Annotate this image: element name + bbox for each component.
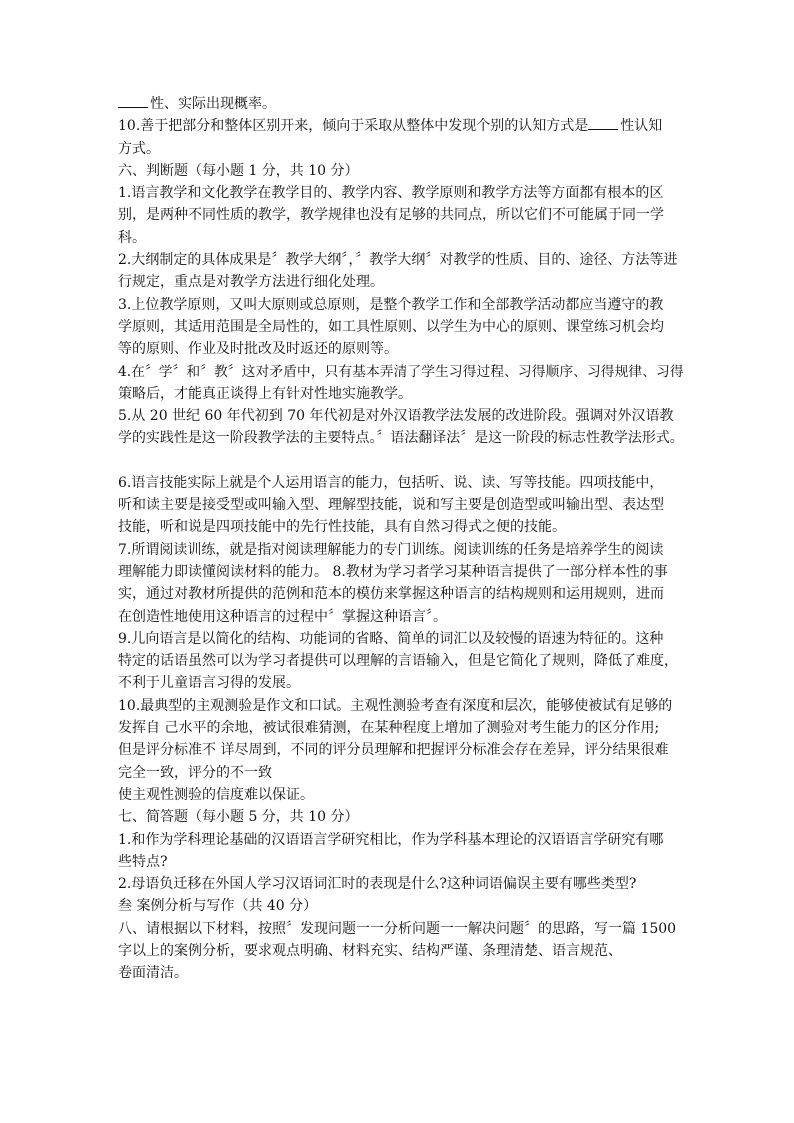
section-heading: 七、简答题（每小题 5 分，共 10 分） xyxy=(118,809,359,826)
text-line: 7.所谓阅读训练，就是指对阅读理解能力的专门训练。阅读训练的任务是培养学生的阅读 xyxy=(118,541,664,558)
text-line: 9.儿向语言是以简化的结构、功能词的省略、简单的词汇以及较慢的语速为特征的。这种 xyxy=(118,630,664,647)
text-line: 发挥自 己水平的余地，被试很难猜测，在某种程度上增加了测验对考生能力的区分作用; xyxy=(118,720,660,737)
section-heading: 叁 案例分析与写作（共 40 分） xyxy=(118,898,318,915)
text-line: 但是评分标准不 详尽周到，不同的评分员理解和把握评分标准会存在差异，评分结果很难 xyxy=(118,742,669,759)
text-line: 字以上的案例分析，要求观点明确、材料充实、结构严谨、条理清楚、语言规范、 xyxy=(118,942,622,959)
text-line: 不利于儿童语言习得的发展。 xyxy=(118,675,300,692)
blank-spacer xyxy=(118,450,684,472)
text-line: 特定的话语虽然可以为学习者提供可以理解的言语输入，但是它简化了规则，降低了难度， xyxy=(118,653,678,670)
text-segment: 性、实际出现概率。 xyxy=(150,96,276,112)
text-line: 1.语言教学和文化教学在教学目的、教学内容、教学原则和教学方法等方面都有根本的区 xyxy=(118,185,664,202)
text-line: 卷面清洁。 xyxy=(118,965,188,982)
text-line: 1.和作为学科理论基础的汉语语言学研究相比，作为学科基本理论的汉语语言学研究有哪 xyxy=(118,831,664,848)
text-line: 八、请根据以下材料，按照〞发现问题一一分析问题一一解决问题〞的思路，写一篇 1500 xyxy=(118,920,677,937)
text-line: 2.大纲制定的具体成果是〞教学大纲〞，〞教学大纲〞对教学的性质、目的、途径、方法等进 xyxy=(118,252,678,269)
text-line: 策略后，才能真正谈得上有针对性地实施教学。 xyxy=(118,385,412,402)
text-line: 学的实践性是这一阶段教学法的主要特点。〞语法翻译法〞是这一阶段的标志性教学法形式。 xyxy=(118,430,684,447)
text-line: 6.语言技能实际上就是个人运用语言的能力，包括听、说、读、写等技能。四项技能中， xyxy=(118,474,664,491)
text-line: 完全一致，评分的不一致 xyxy=(118,764,272,781)
section-heading: 六、判断题（每小题 1 分，共 10 分） xyxy=(118,162,359,179)
text-line: 4.在〞学〞和〞教〞这对矛盾中，只有基本弄清了学生习得过程、习得顺序、习得规律、习得 xyxy=(118,363,684,380)
text-line: 3.上位教学原则，又叫大原则或总原则，是整个教学工作和全部教学活动都应当遵守的教 xyxy=(118,296,664,313)
text-line: 听和读主要是接受型或叫输入型、理解型技能，说和写主要是创造型或叫输出型、表达型 xyxy=(118,497,664,514)
text-line: 技能，听和说是四项技能中的先行性技能，具有自然习得式之便的技能。 xyxy=(118,519,566,536)
text-line: 理解能力即读懂阅读材料的能力。 8.教材为学习者学习某种语言提供了一部分样本性的事 xyxy=(118,563,668,580)
text-line: 方式。 xyxy=(118,140,160,157)
text-line: 实，通过对教材所提供的范例和范本的模仿来掌握这种语言的结构规则和运用规则，进而 xyxy=(118,586,664,603)
text-segment: 性认知 xyxy=(620,118,663,135)
document-body xyxy=(118,93,684,985)
fill-in-blank xyxy=(588,117,618,130)
fill-in-blank xyxy=(118,95,148,108)
text-line: 10.最典型的主观测验是作文和口试。主观性测验考查有深度和层次，能够使被试有足够的 xyxy=(118,697,673,714)
text-segment: 10.善于把部分和整体区别开来，倾向于采取从整体中发现个别的认知方式是 xyxy=(118,118,589,135)
text-line xyxy=(118,115,684,137)
text-line: 在创造性地使用这种语言的过程中〞掌握这种语言〞。 xyxy=(118,608,447,625)
text-line: 科。 xyxy=(118,229,146,246)
text-line: 2.母语负迁移在外国人学习汉语词汇时的表现是什么?这种词语偏误主要有哪些类型? xyxy=(118,876,637,893)
text-line: 5.从 20 世纪 60 年代初到 70 年代初是对外汉语教学法发展的改进阶段。强调对外汉语教 xyxy=(118,408,674,425)
text-line: 些特点? xyxy=(118,853,168,870)
text-line: 使主观性测验的信度难以保证。 xyxy=(118,786,314,803)
text-line: 学原则，其适用范围是全局性的，如工具性原则、以学生为中心的原则、课堂练习机会均 xyxy=(118,318,664,335)
text-line: 别，是两种不同性质的教学，教学规律也没有足够的共同点，所以它们不可能属于同一学 xyxy=(118,207,664,224)
text-line xyxy=(118,93,684,115)
text-line: 行规定，重点是对教学方法进行细化处理。 xyxy=(118,274,384,291)
text-line: 等的原则、作业及时批改及时返还的原则等。 xyxy=(118,341,398,358)
